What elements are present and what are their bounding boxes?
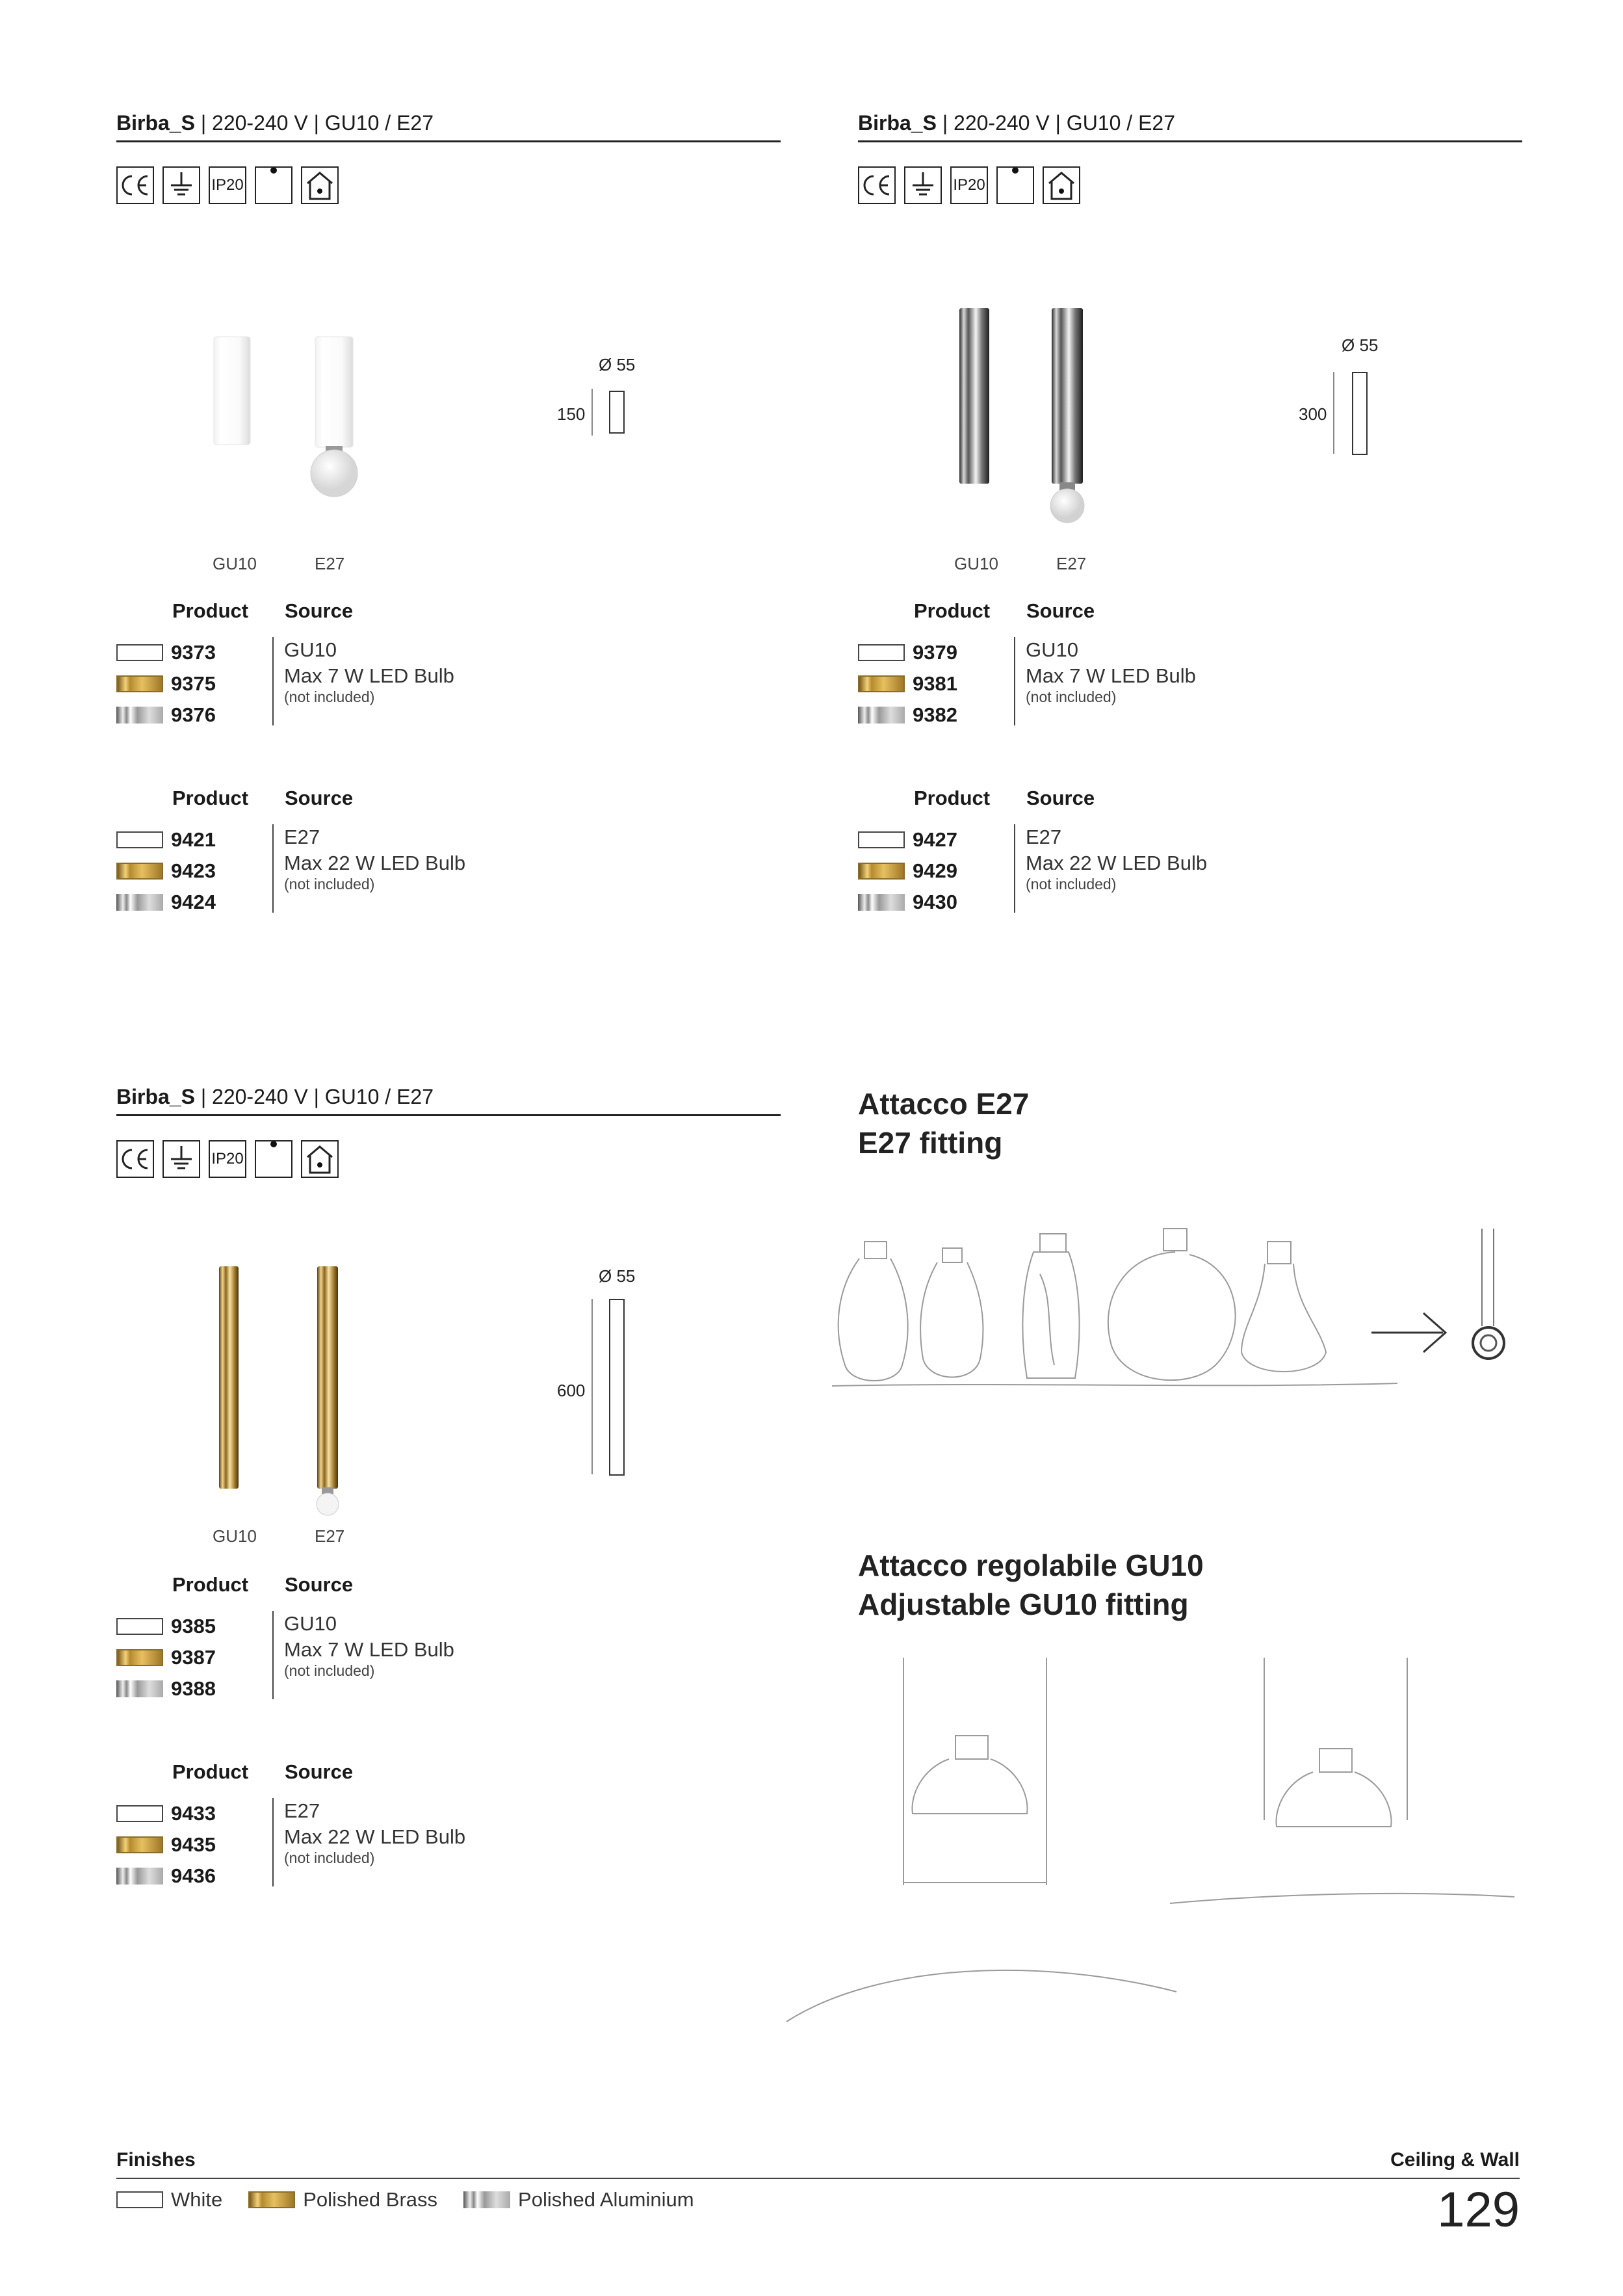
product-section-3 (116, 1083, 786, 1896)
source-info: E27 Max 22 W LED Bulb (not included) (284, 826, 466, 893)
source-info: E27 Max 22 W LED Bulb (not included) (284, 1799, 466, 1866)
product-row: 9427 (858, 824, 957, 855)
finish-swatch-aluminium (463, 2191, 510, 2208)
source-info: E27 Max 22 W LED Bulb (not included) (1026, 826, 1208, 893)
header-source: Source (285, 787, 354, 809)
header-product: Product (172, 787, 249, 809)
product-photo-brass (181, 1259, 480, 1532)
source-info: GU10 Max 7 W LED Bulb (not included) (1026, 638, 1196, 705)
certification-icons (116, 1140, 339, 1178)
header-source: Source (1026, 787, 1095, 809)
table-divider (272, 1798, 274, 1886)
ce-mark-icon (858, 166, 896, 204)
finish-swatch-aluminium (858, 707, 905, 724)
header-source: Source (285, 599, 354, 622)
header-product: Product (914, 787, 991, 809)
ce-mark-icon (116, 1140, 154, 1178)
label-gu10: GU10 (954, 554, 998, 573)
product-row: 9429 (858, 855, 957, 887)
table-divider (272, 637, 274, 725)
earth-ground-icon (162, 166, 200, 204)
finish-brass: Polished Brass (248, 2188, 437, 2211)
product-row: 9385 (116, 1611, 216, 1642)
product-table-e27 (858, 787, 1248, 930)
section-title: Birba_S | 220-240 V | GU10 / E27 (858, 109, 1522, 142)
table-divider (1014, 637, 1015, 725)
header-product: Product (172, 1573, 249, 1596)
finish-aluminium: Polished Aluminium (463, 2188, 694, 2211)
product-row: 9388 (116, 1673, 216, 1704)
product-section-2 (858, 109, 1527, 922)
product-row: 9376 (116, 699, 216, 731)
finish-swatch-white (116, 1618, 163, 1635)
header-source: Source (285, 1760, 354, 1783)
finish-swatch-brass (116, 863, 163, 880)
dimension-height: 150 (557, 404, 586, 424)
product-row: 9433 (116, 1798, 216, 1829)
table-divider (1014, 824, 1015, 913)
finish-swatch-aluminium (116, 707, 163, 724)
header-product: Product (172, 599, 249, 622)
finish-swatch-brass (116, 1836, 163, 1853)
e27-bulbs-sketch (825, 1216, 1534, 1430)
dimension-outline (609, 391, 625, 434)
ip-rating-badge: IP20 (209, 166, 246, 204)
finish-swatch-white (858, 831, 905, 848)
table-divider (272, 824, 274, 913)
dimension-line (591, 389, 593, 436)
finish-swatch-aluminium (116, 1680, 163, 1697)
label-gu10: GU10 (213, 1526, 257, 1546)
section-title: Birba_S | 220-240 V | GU10 / E27 (116, 1083, 781, 1116)
product-row: 9424 (116, 887, 216, 918)
dimension-outline (609, 1299, 625, 1476)
header-product: Product (172, 1760, 249, 1783)
finish-swatch-white (116, 2191, 163, 2208)
finish-swatch-white (116, 644, 163, 661)
product-section-1 (116, 109, 786, 922)
product-table-gu10 (116, 599, 506, 742)
finish-swatch-brass (858, 863, 905, 880)
product-row: 9423 (116, 855, 216, 887)
dimension-height: 300 (1299, 404, 1327, 424)
product-row: 9379 (858, 637, 957, 668)
product-row: 9436 (116, 1860, 216, 1892)
product-row: 9381 (858, 668, 957, 699)
certification-icons (858, 166, 1080, 204)
earth-ground-icon (162, 1140, 200, 1178)
product-table-e27 (116, 1760, 506, 1903)
ceiling-mount-icon (255, 166, 292, 204)
dimension-outline (1352, 372, 1368, 455)
section-title: Birba_S | 220-240 V | GU10 / E27 (116, 109, 781, 142)
source-info: GU10 Max 7 W LED Bulb (not included) (284, 638, 454, 705)
table-divider (272, 1611, 274, 1699)
finishes-legend (116, 2188, 720, 2211)
dimension-diameter: Ø 55 (1342, 335, 1379, 355)
finish-swatch-brass (858, 675, 905, 692)
finishes-title: Finishes (116, 2149, 196, 2171)
footer-divider (116, 2178, 1520, 2179)
product-table-e27 (116, 787, 506, 930)
earth-ground-icon (904, 166, 942, 204)
dimension-line (1333, 372, 1334, 454)
dimension-height: 600 (557, 1381, 586, 1400)
indoor-use-icon (301, 166, 339, 204)
finish-swatch-aluminium (116, 1868, 163, 1885)
label-e27: E27 (315, 554, 345, 573)
label-e27: E27 (1056, 554, 1087, 573)
finish-swatch-brass (116, 675, 163, 692)
product-row: 9382 (858, 699, 957, 731)
indoor-use-icon (1043, 166, 1080, 204)
finish-swatch-white (858, 644, 905, 661)
product-row: 9387 (116, 1642, 216, 1673)
header-product: Product (914, 599, 991, 622)
gu10-fitting-sketch (780, 1651, 1534, 2028)
dimension-diameter: Ø 55 (599, 1266, 636, 1286)
finish-swatch-white (116, 1805, 163, 1822)
gu10-fitting-heading: Attacco regolabile GU10 Adjustable GU10 fitting (858, 1548, 1204, 1621)
ceiling-mount-icon (255, 1140, 292, 1178)
label-e27: E27 (315, 1526, 345, 1546)
header-source: Source (285, 1573, 354, 1596)
product-row: 9435 (116, 1829, 216, 1860)
label-gu10: GU10 (213, 554, 257, 573)
page-number: 129 (1437, 2182, 1520, 2237)
header-source: Source (1026, 599, 1095, 622)
finish-swatch-aluminium (858, 894, 905, 911)
product-row: 9430 (858, 887, 957, 918)
finish-white: White (116, 2188, 222, 2211)
finish-swatch-aluminium (116, 894, 163, 911)
product-photo-aluminium (923, 291, 1222, 642)
source-info: GU10 Max 7 W LED Bulb (not included) (284, 1612, 454, 1679)
certification-icons (116, 166, 339, 204)
dimension-diameter: Ø 55 (599, 355, 636, 374)
product-table-gu10 (116, 1573, 506, 1716)
category-title: Ceiling & Wall (1390, 2149, 1520, 2171)
product-row: 9373 (116, 637, 216, 668)
finish-swatch-white (116, 831, 163, 848)
ip-rating-badge: IP20 (209, 1140, 246, 1178)
product-table-gu10 (858, 599, 1248, 742)
ip-rating-badge: IP20 (950, 166, 988, 204)
indoor-use-icon (301, 1140, 339, 1178)
finish-swatch-brass (248, 2191, 295, 2208)
product-row: 9421 (116, 824, 216, 855)
dimension-line (591, 1299, 593, 1474)
finish-swatch-brass (116, 1649, 163, 1666)
ce-mark-icon (116, 166, 154, 204)
product-row: 9375 (116, 668, 216, 699)
e27-fitting-heading: Attacco E27 E27 fitting (858, 1087, 1030, 1160)
ceiling-mount-icon (996, 166, 1034, 204)
